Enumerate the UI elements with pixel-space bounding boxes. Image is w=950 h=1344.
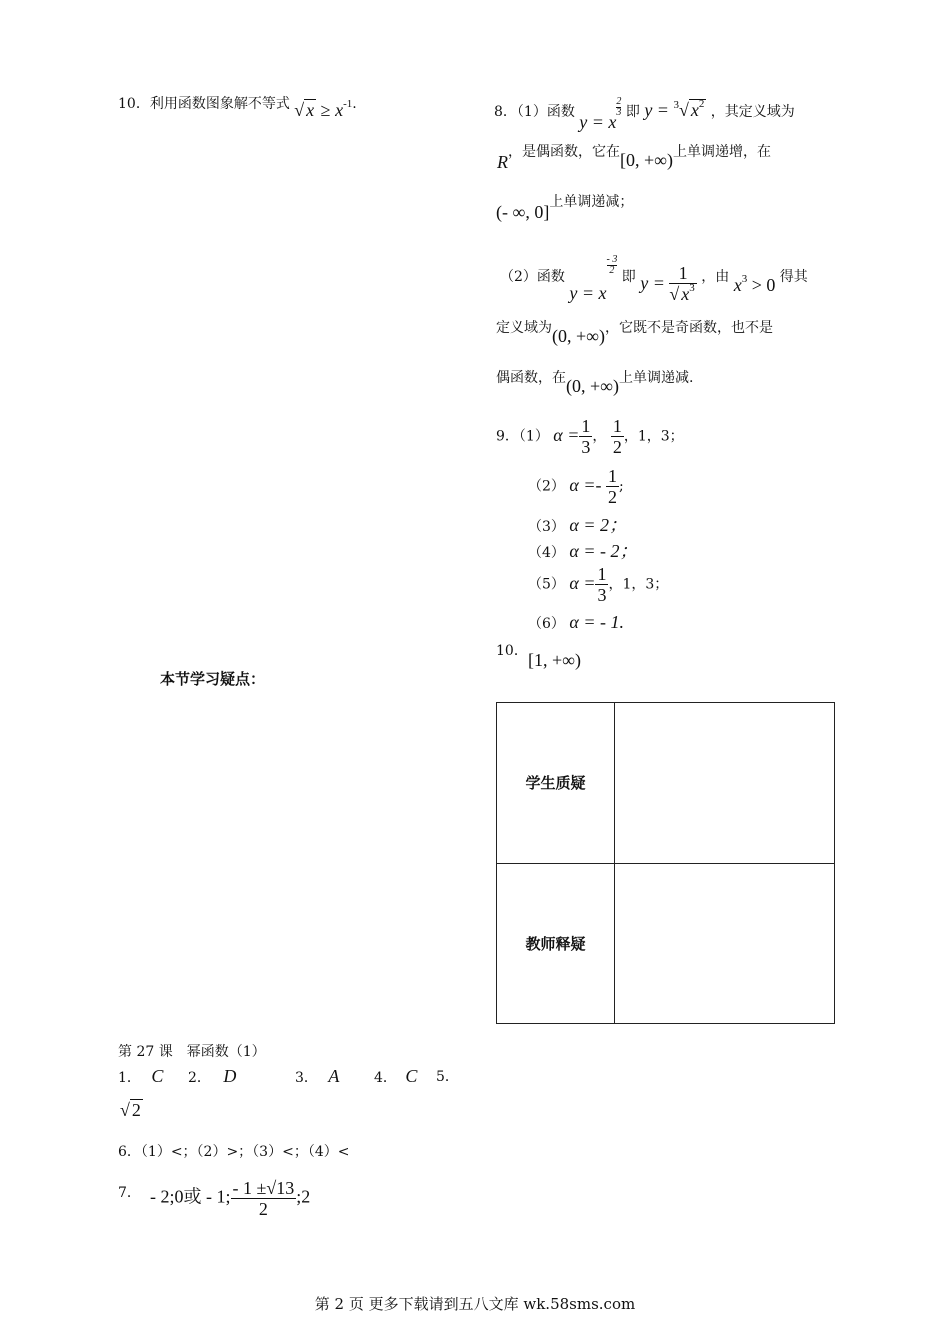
answer-8-line4: （2）函数 y = x $\frac{- 3}{2}$ 即 y = $\frac{1}{√ x^3}$ ，由 $x^3 > 0$ 得其 [500, 254, 808, 304]
answer-8-line2: R，是偶函数，它在[0, +∞)上单调递增，在 [497, 144, 771, 172]
answer-8-line5: 定义域为(0, +∞)，它既不是奇函数，也不是 [496, 320, 773, 346]
teacher-answer-label: 教师释疑 [497, 863, 615, 1024]
answer-5-value: √ 2 [120, 1100, 141, 1120]
inequality-formula: √ $x \ge x^{-1}$ [294, 98, 353, 120]
answer-8-line6: 偶函数，在(0, +∞)上单调递减. [496, 370, 694, 396]
teacher-answer-cell [615, 863, 835, 1024]
answer-9-line2: （2） α =- $\frac{1}{2}$ ; [528, 466, 624, 507]
answer-7-label: 7． [118, 1185, 141, 1201]
answer-2: 2． D [188, 1066, 237, 1086]
table-row [497, 703, 835, 864]
formula-x3-positive: $x^3 > 0$ [733, 273, 776, 296]
answer-9-line6: （6） α = - 1. [528, 612, 624, 632]
answer-9-line1: 9．（1） α = $\frac{1}{3}$ ， $\frac{1}{2}$ ，1，3； [496, 416, 684, 457]
answer-8-line1: 8．（1）函数 y = x $\frac{2}{3}$ 即 y = $^3$√ $x^2$ ，其定义域为 [494, 96, 795, 132]
answer-9-line3: （3） α = 2； [528, 515, 627, 535]
formula-y-x-2-3: y = x $\frac{2}{3}$ [579, 96, 622, 132]
formula-one-over-root: y = $\frac{1}{√ x^3}$ [640, 263, 695, 304]
answer-9-line5: （5） α = $\frac{1}{3}$ ，1，3； [528, 564, 669, 605]
answer-6: 6．（1）<；（2）>；（3）<；（4）< [118, 1144, 350, 1160]
doubt-title: 本节学习疑点： [160, 670, 266, 688]
answer-7-value: - 2;0或 - 1; $\frac{- 1 \pm√13}{2}$ ;2 [150, 1178, 311, 1219]
answer-8-line3: (- ∞, 0]上单调递减； [496, 194, 634, 222]
answer-10-label: 10． [496, 643, 528, 659]
student-question-label: 学生质疑 [497, 703, 615, 864]
page-footer: 第 2 页 更多下载请到五八文库 wk.58sms.com [314, 1295, 636, 1313]
answer-10-value: [1, +∞) [528, 650, 581, 670]
formula-y-x-neg-3-2: y = x $\frac{- 3}{2}$ [569, 254, 618, 304]
answer-3: 3． A [295, 1066, 340, 1086]
question-10: 10．利用函数图象解不等式 √ $x \ge x^{-1}$. [118, 96, 357, 120]
answer-4: 4． C [374, 1066, 418, 1086]
answer-1: 1． C [118, 1066, 164, 1086]
formula-cube-root: y = $^3$√ $x^2$ [644, 98, 705, 120]
table-row [497, 863, 835, 1024]
lesson-title: 第 27 课 幂函数（1） [118, 1044, 266, 1060]
answer-5: 5． [436, 1069, 459, 1085]
student-question-cell [615, 703, 835, 864]
answer-9-line4: （4） α = - 2； [528, 541, 638, 561]
doubt-table [496, 702, 835, 1024]
